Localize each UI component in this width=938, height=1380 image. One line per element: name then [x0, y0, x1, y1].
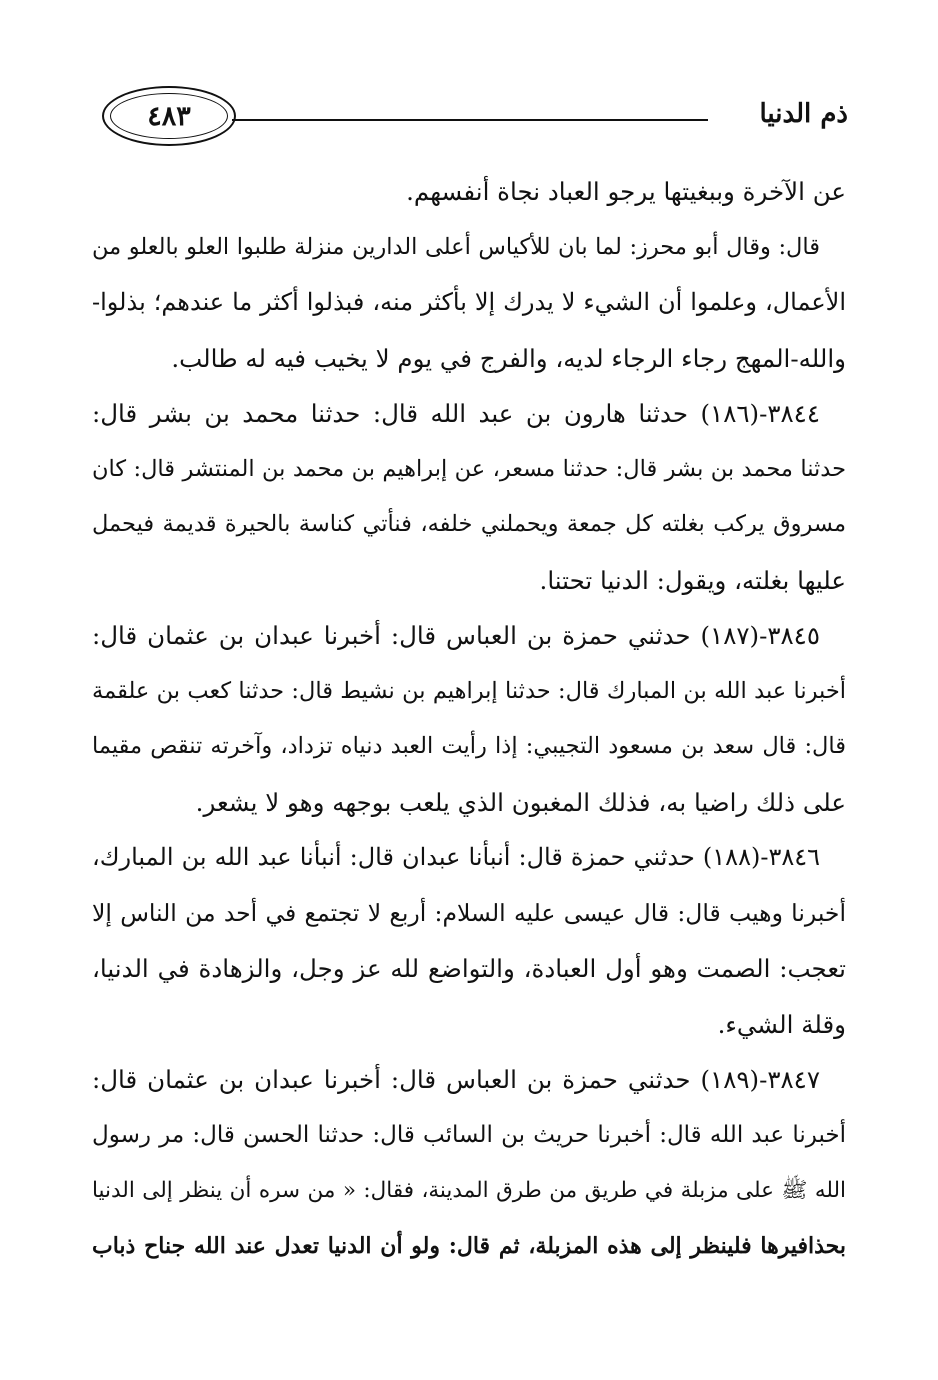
running-header: [100, 86, 848, 150]
header-rule: [232, 119, 708, 121]
text-line: بحذافيرها فلينظر إلى هذه المزبلة، ثم قال: ولو أن الدنيا تعدل عند الله جناح ذباب: [92, 1232, 846, 1259]
hadith-paragraph: [92, 1052, 846, 1274]
text-line: الله ﷺ على مزبلة في طريق من طرق المدينة، فقال: « من سره أن ينظر إلى الدنيا: [92, 1178, 846, 1203]
text-line: عليها بغلته، ويقول: الدنيا تحتنا.: [539, 565, 846, 595]
paragraph: [92, 220, 846, 387]
text-line: ٣٨٤٧-(١٨٩) حدثني حمزة بن العباس قال: أخبرنا عبدان بن عثمان قال:: [92, 1065, 820, 1094]
hadith-paragraph: [92, 386, 846, 608]
text-line: ٣٨٤٦-(١٨٨) حدثني حمزة قال: أنبأنا عبدان قال: أنبأنا عبد الله بن المبارك،: [92, 843, 820, 871]
text-line: حدثنا محمد بن بشر قال: حدثنا مسعر، عن إبراهيم بن محمد بن المنتشر قال: كان: [92, 455, 846, 482]
paragraph: [92, 164, 846, 220]
text-line: وقلة الشيء.: [717, 1009, 846, 1039]
header-title: ذم الدنيا: [759, 99, 848, 129]
text-line: والله-المهج رجاء الرجاء لديه، والفرج في يوم لا يخيب فيه له طالب.: [171, 343, 846, 373]
page-number: ٤٨٣: [147, 100, 191, 132]
hadith-paragraph: [92, 608, 846, 830]
text-line: على ذلك راضيا به، فذلك المغبون الذي يلعب بوجهه وهو لا يشعر.: [195, 787, 846, 817]
page-number-frame: [102, 86, 236, 146]
text-line: أخبرنا عبد الله قال: أخبرنا حريث بن السائب قال: حدثنا الحسن قال: مر رسول: [92, 1121, 846, 1148]
text-line: قال: وقال أبو محرز: لما بان للأكياس أعلى الدارين منزلة طلبوا العلو بالعلو من: [92, 233, 820, 260]
text-line: ٣٨٤٤-(١٨٦) حدثنا هارون بن عبد الله قال: حدثنا محمد بن بشر قال:: [92, 399, 820, 428]
text-line: قال: قال سعد بن مسعود التجيبي: إذا رأيت العبد دنياه تزداد، وآخرته تنقص مقيما: [92, 733, 846, 759]
text-line: عن الآخرة وببغيتها يرجو العباد نجاة أنفسهم.: [406, 177, 846, 206]
text-line: أخبرنا وهيب قال: قال عيسى عليه السلام: أربع لا تجتمع في أحد من الناس إلا: [92, 898, 846, 927]
text-line: مسروق يركب بغلته كل جمعة ويحملني خلفه، فنأتي كناسة بالحيرة قديمة فيحمل: [92, 511, 846, 537]
hadith-paragraph: [92, 830, 846, 1052]
text-body: [92, 164, 846, 1274]
text-line: تعجب: الصمت وهو أول العبادة، والتواضع لله عز وجل، والزهادة في الدنيا،: [92, 954, 846, 983]
text-line: أخبرنا عبد الله بن المبارك قال: حدثنا إبراهيم بن نشيط قال: حدثنا كعب بن علقمة: [92, 677, 846, 704]
text-line: ٣٨٤٥-(١٨٧) حدثني حمزة بن العباس قال: أخبرنا عبدان بن عثمان قال:: [92, 621, 820, 650]
text-line: الأعمال، وعلموا أن الشيء لا يدرك إلا بأكثر منه، فبذلوا أكثر ما عندهم؛ بذلوا-: [92, 288, 846, 316]
